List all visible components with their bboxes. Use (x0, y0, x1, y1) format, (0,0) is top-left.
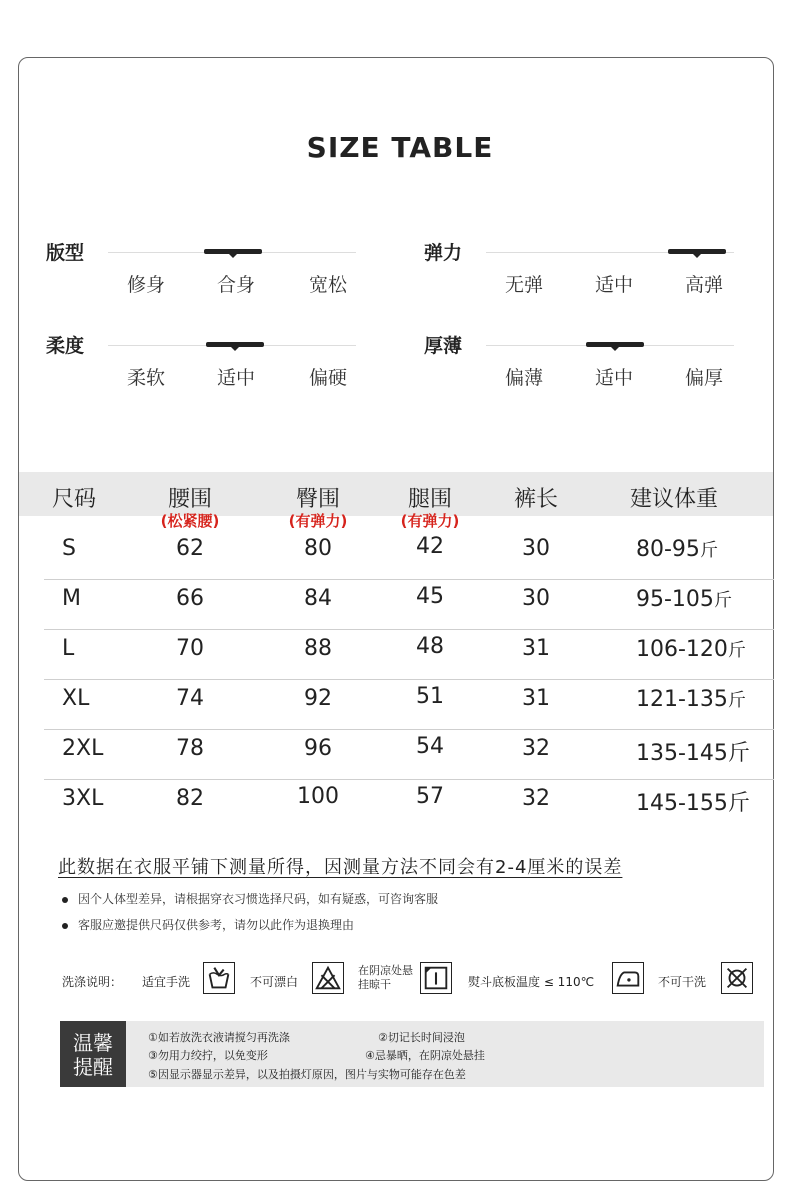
table-row (44, 630, 774, 680)
reminder-item: ②切记长时间浸泡 (378, 1031, 465, 1044)
header-hip: 臀围 (295, 487, 340, 512)
attribute-elasticity (424, 238, 744, 298)
cell-thigh: 48 (416, 634, 444, 659)
cell-size: 3XL (62, 786, 104, 811)
attribute-name: 版型 (46, 242, 85, 264)
cell-size: XL (62, 686, 90, 711)
cell-size: L (62, 636, 75, 661)
subheader-thigh: (有弹力) (400, 512, 460, 530)
cell-thigh: 54 (416, 734, 444, 759)
cell-weight: 95-105斤 (636, 587, 732, 612)
header-thigh: 腿围 (407, 487, 452, 512)
cell-waist: 82 (176, 786, 204, 811)
note-bullet: 因个人体型差异，请根据穿衣习惯选择尺码，如有疑惑，可咨询客服 (62, 890, 438, 907)
no-bleach-icon (312, 962, 344, 994)
cell-thigh: 42 (416, 534, 444, 559)
cell-size: S (62, 536, 76, 561)
cell-hip: 92 (304, 686, 332, 711)
line-dry-shade-icon (420, 962, 452, 994)
unit-jin: 斤 (727, 690, 746, 711)
scale-marker (204, 249, 262, 254)
cell-hip: 80 (304, 536, 332, 561)
scale-option: 偏硬 (308, 367, 347, 389)
cell-thigh: 51 (416, 684, 444, 709)
cell-thigh: 57 (416, 784, 444, 809)
table-row (44, 580, 774, 630)
unit-jin: 斤 (727, 791, 750, 816)
note-bullet: 客服应邀提供尺码仅供参考，请勿以此作为退换理由 (62, 916, 354, 933)
subheader-hip: (有弹力) (288, 512, 348, 530)
cell-weight: 106-120斤 (636, 637, 746, 662)
cell-hip: 96 (304, 736, 332, 761)
attribute-name: 弹力 (424, 242, 463, 264)
cell-weight: 145-155斤 (636, 791, 750, 816)
header-weight: 建议体重 (629, 487, 718, 512)
cell-weight: 121-135斤 (636, 687, 746, 712)
attribute-fit (46, 238, 366, 298)
measurement-note: 此数据在衣服平铺下测量所得，因测量方法不同会有2-4厘米的误差 (58, 857, 623, 878)
table-row (44, 530, 774, 580)
scale-marker (668, 249, 726, 254)
subheader-waist: (松紧腰) (160, 512, 220, 530)
cell-waist: 74 (176, 686, 204, 711)
cell-length: 30 (522, 536, 550, 561)
attribute-name: 厚薄 (424, 335, 463, 357)
cell-length: 32 (522, 786, 550, 811)
scale-marker (206, 342, 264, 347)
scale-option: 适中 (594, 367, 633, 389)
reminder-item: ③勿用力绞拧，以免变形 (148, 1049, 268, 1062)
table-row (44, 780, 774, 830)
scale-option: 修身 (126, 274, 165, 296)
scale-option: 适中 (594, 274, 633, 296)
cell-waist: 70 (176, 636, 204, 661)
unit-jin: 斤 (713, 590, 732, 611)
table-row (44, 680, 774, 730)
header-waist: 腰围 (167, 487, 212, 512)
bullet-dot (62, 897, 68, 903)
attribute-thickness (424, 331, 744, 391)
wash-text: 不可干洗 (658, 975, 707, 989)
scale-marker (586, 342, 644, 347)
unit-jin: 斤 (727, 640, 746, 661)
unit-jin: 斤 (699, 540, 718, 561)
cell-size: 2XL (62, 736, 104, 761)
wash-label: 洗涤说明： (62, 975, 123, 989)
cell-waist: 66 (176, 586, 204, 611)
cell-length: 32 (522, 736, 550, 761)
wash-text: 熨斗底板温度 ≤ 110℃ (468, 975, 595, 989)
hand-wash-icon (203, 962, 235, 994)
cell-thigh: 45 (416, 584, 444, 609)
reminder-badge: 温馨 提醒 (60, 1021, 126, 1087)
table-row (44, 730, 774, 780)
cell-length: 31 (522, 686, 550, 711)
cell-weight: 135-145斤 (636, 741, 750, 766)
scale-option: 高弹 (684, 274, 723, 296)
cell-waist: 78 (176, 736, 204, 761)
bullet-dot (62, 923, 68, 929)
no-dry-clean-icon (721, 962, 753, 994)
scale-option: 偏薄 (504, 367, 543, 389)
scale-option: 合身 (216, 274, 255, 296)
wash-text: 适宜手洗 (142, 975, 191, 989)
scale-option: 偏厚 (684, 367, 723, 389)
header-length: 裤长 (513, 487, 558, 512)
reminder-item: ⑤因显示器显示差异，以及拍摄灯原因，图片与实物可能存在色差 (148, 1068, 466, 1081)
attribute-name: 柔度 (46, 335, 85, 357)
unit-jin: 斤 (727, 741, 750, 766)
scale-option: 适中 (216, 367, 255, 389)
cell-hip: 88 (304, 636, 332, 661)
iron-low-icon (612, 962, 644, 994)
wash-text: 不可漂白 (250, 975, 299, 989)
attribute-softness (46, 331, 366, 391)
header-size: 尺码 (52, 487, 97, 512)
cell-waist: 62 (176, 536, 204, 561)
cell-length: 30 (522, 586, 550, 611)
reminder-item: ①如若放洗衣液请搅匀再洗涤 (148, 1031, 290, 1044)
reminder-item: ④忌暴晒，在阴凉处悬挂 (365, 1049, 485, 1062)
cell-length: 31 (522, 636, 550, 661)
cell-weight: 80-95斤 (636, 537, 718, 562)
cell-size: M (62, 586, 81, 611)
scale-option: 无弹 (504, 274, 543, 296)
wash-text: 在阴凉处悬挂晾干 (358, 964, 413, 991)
scale-option: 宽松 (308, 274, 347, 296)
cell-hip: 100 (297, 784, 339, 809)
cell-hip: 84 (304, 586, 332, 611)
scale-option: 柔软 (126, 367, 165, 389)
page-title: SIZE TABLE (306, 131, 494, 164)
